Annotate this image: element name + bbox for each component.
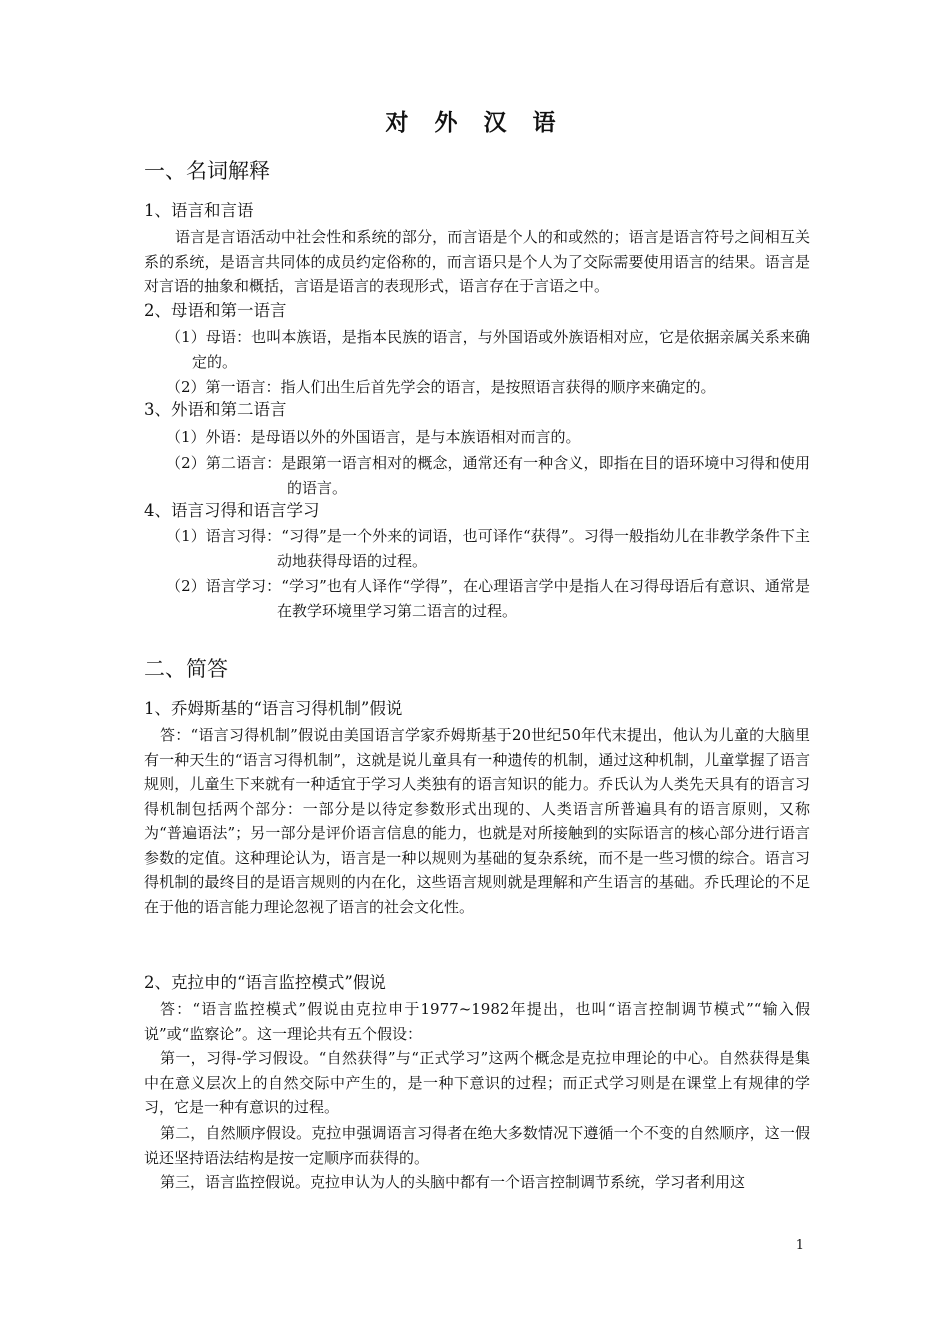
paragraph-krashen-hypothesis-3: 第三，语言监控假说。克拉申认为人的头脑中都有一个语言控制调节系统，学习者利用这 [160,1173,746,1191]
item-heading-krashen-monitor: 2、克拉申的“语言监控模式”假说 [144,973,386,992]
sub-item-mother-tongue: （1）母语：也叫本族语，是指本民族的语言，与外国语或外族语相对应，它是依据亲属关系来确定的。 [166,328,810,371]
paragraph-chomsky-lad: 答：“语言习得机制”假说由美国语言学家乔姆斯基于20世纪50年代末提出，他认为儿童的大脑里有一种天生的“语言习得机制”，这就是说儿童具有一种遗传的机制，通过这种机制，儿童掌握了语言规则，儿童生下来就有一种适宜于学习人类独有的语言知识的能力。乔氏认为人类先天具有的语言习得机制包括两个部分：一部分是以待定参数形式出现的、人类语言所普遍具有的语言原则，又称为“普遍语法”；另一部分是评价语言信息的能力，也就是对所接触到的实际语言的核心部分进行语言参数的定值。这种理论认为，语言是一种以规则为基础的复杂系统，而不是一些习惯的综合。语言习得机制的最终目的是语言规则的内在化，这些语言规则就是理解和产生语言的基础。乔氏理论的不足在于他的语言能力理论忽视了语言的社会文化性。 [144,726,810,916]
paragraph-krashen-hypothesis-2: 第二，自然顺序假设。克拉申强调语言习得者在绝大多数情况下遵循一个不变的自然顺序，这一假说还坚持语法结构是按一定顺序而获得的。 [144,1124,810,1167]
section-heading-short-answers: 二、简答 [144,657,228,681]
item-heading-acquisition-and-learning: 4、语言习得和语言学习 [144,501,320,520]
paragraph-language-and-speech: 语言是言语活动中社会性和系统的部分，而言语是个人的和或然的；语言是语言符号之间相互关系的系统，是语言共同体的成员约定俗称的，而言语只是个人为了交际需要使用语言的结果。语言是对言语的抽象和概括，言语是语言的表现形式，语言存在于言语之中。 [144,228,810,295]
section-heading-terms: 一、名词解释 [144,159,270,183]
sub-item-first-language: （2）第一语言：指人们出生后首先学会的语言，是按照语言获得的顺序来确定的。 [166,378,716,396]
sub-item-foreign-language: （1）外语：是母语以外的外国语言，是与本族语相对而言的。 [166,428,581,446]
sub-item-language-acquisition: （1）语言习得：“习得”是一个外来的词语，也可译作“获得”。习得一般指幼儿在非教学条件下主动地获得母语的过程。 [166,527,810,570]
sub-item-language-learning: （2）语言学习：“学习”也有人译作“学得”，在心理语言学中是指人在习得母语后有意识、通常是在教学环境里学习第二语言的过程。 [166,577,810,620]
sub-item-second-language: （2）第二语言：是跟第一语言相对的概念，通常还有一种含义，即指在目的语环境中习得和使用的语言。 [166,454,810,497]
item-heading-chomsky-lad: 1、乔姆斯基的“语言习得机制”假说 [144,699,403,718]
item-heading-mother-tongue: 2、母语和第一语言 [144,301,287,320]
paragraph-krashen-intro: 答：“语言监控模式”假说由克拉申于1977~1982年提出，也叫“语言控制调节模式”“输入假说”或“监察论”。这一理论共有五个假设： [144,1000,810,1043]
document-title: 对 外 汉 语 [385,109,565,136]
page-number: 1 [795,1238,804,1253]
item-heading-foreign-language: 3、外语和第二语言 [144,400,287,419]
item-heading-language-and-speech: 1、语言和言语 [144,201,254,220]
paragraph-krashen-hypothesis-1: 第一，习得-学习假设。“自然获得”与“正式学习”这两个概念是克拉申理论的中心。自然获得是集中在意义层次上的自然交际中产生的，是一种下意识的过程；而正式学习则是在课堂上有规律的学习，它是一种有意识的过程。 [144,1049,810,1116]
